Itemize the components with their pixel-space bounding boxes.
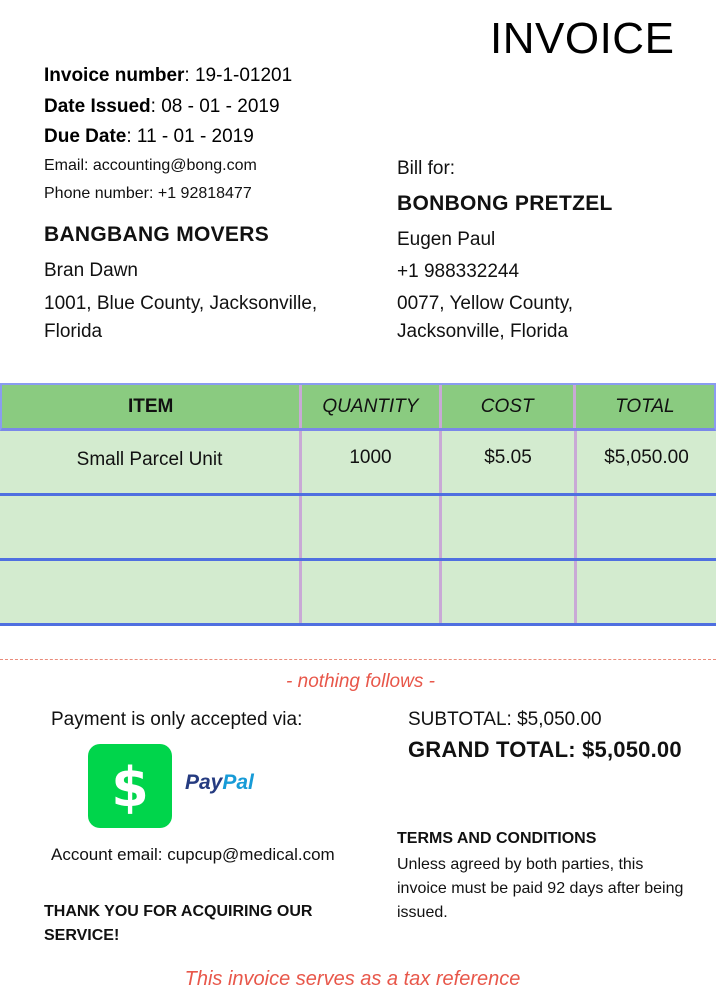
date-issued-value: : 08 - 01 - 2019 bbox=[150, 96, 280, 117]
cell-item bbox=[0, 496, 302, 558]
grand-total: GRAND TOTAL: $5,050.00 bbox=[408, 737, 682, 762]
cell-cost bbox=[442, 561, 577, 623]
table-row bbox=[0, 496, 716, 561]
table-row bbox=[0, 561, 716, 626]
sender-address-line1: 1001, Blue County, Jacksonville, bbox=[44, 293, 318, 314]
client-address-line2: Jacksonville, Florida bbox=[397, 321, 569, 342]
sender-email: Email: accounting@bong.com bbox=[44, 157, 257, 174]
date-issued bbox=[44, 96, 280, 118]
sender-contact: Bran Dawn bbox=[44, 260, 138, 281]
header-quantity: QUANTITY bbox=[302, 385, 441, 428]
invoice-title: INVOICE bbox=[490, 14, 675, 63]
subtotal: SUBTOTAL: $5,050.00 bbox=[408, 709, 602, 730]
date-issued-label: Date Issued bbox=[44, 96, 151, 117]
cashapp-logo bbox=[88, 744, 172, 828]
items-table bbox=[0, 383, 716, 626]
invoice-number-label: Invoice number bbox=[44, 65, 185, 86]
paypal-pal-text: Pal bbox=[222, 771, 254, 794]
due-date bbox=[44, 126, 254, 148]
header-total: TOTAL bbox=[615, 395, 675, 417]
dashed-divider bbox=[0, 659, 716, 660]
header-cost: COST bbox=[442, 385, 576, 428]
svg-text:$: $ bbox=[111, 756, 149, 819]
dollar-sign-icon bbox=[88, 744, 172, 828]
cell-total: $5,050.00 bbox=[604, 447, 689, 468]
cell-item bbox=[0, 561, 302, 623]
nothing-follows-note: - nothing follows - bbox=[286, 671, 435, 692]
table-header bbox=[0, 383, 716, 431]
header-item: ITEM bbox=[2, 385, 302, 428]
paypal-logo bbox=[185, 771, 254, 795]
cell-cost: $5.05 bbox=[442, 431, 577, 493]
terms-heading: TERMS AND CONDITIONS bbox=[397, 830, 597, 847]
cell-quantity: 1000 bbox=[302, 431, 442, 493]
terms-text: Unless agreed by both parties, this invoice must be paid 92 days after being issued. bbox=[397, 856, 684, 921]
invoice-number bbox=[44, 65, 292, 87]
account-email: Account email: cupcup@medical.com bbox=[51, 845, 335, 864]
tax-reference-note: This invoice serves as a tax reference bbox=[184, 968, 521, 990]
payment-label: Payment is only accepted via: bbox=[51, 709, 303, 730]
sender-company: BANGBANG MOVERS bbox=[44, 223, 270, 246]
due-date-label: Due Date bbox=[44, 126, 127, 147]
table-row bbox=[0, 431, 716, 496]
client-company: BONBONG PRETZEL bbox=[397, 192, 613, 215]
client-address-line1: 0077, Yellow County, bbox=[397, 293, 574, 314]
client-phone: +1 988332244 bbox=[397, 261, 520, 282]
paypal-pay-text: Pay bbox=[185, 771, 223, 794]
bill-for-label: Bill for: bbox=[397, 158, 456, 179]
cell-total bbox=[577, 561, 716, 623]
cell-cost bbox=[442, 496, 577, 558]
thank-you-note: THANK YOU FOR ACQUIRING OUR SERVICE! bbox=[44, 903, 313, 944]
client-contact: Eugen Paul bbox=[397, 229, 496, 250]
cell-quantity bbox=[302, 561, 442, 623]
invoice-number-value: : 19-1-01201 bbox=[184, 65, 293, 86]
cell-item: Small Parcel Unit bbox=[0, 431, 302, 493]
due-date-value: : 11 - 01 - 2019 bbox=[126, 126, 254, 147]
cell-total bbox=[577, 496, 716, 558]
cell-quantity bbox=[302, 496, 442, 558]
sender-address-line2: Florida bbox=[44, 321, 103, 342]
sender-phone: Phone number: +1 92818477 bbox=[44, 185, 252, 202]
